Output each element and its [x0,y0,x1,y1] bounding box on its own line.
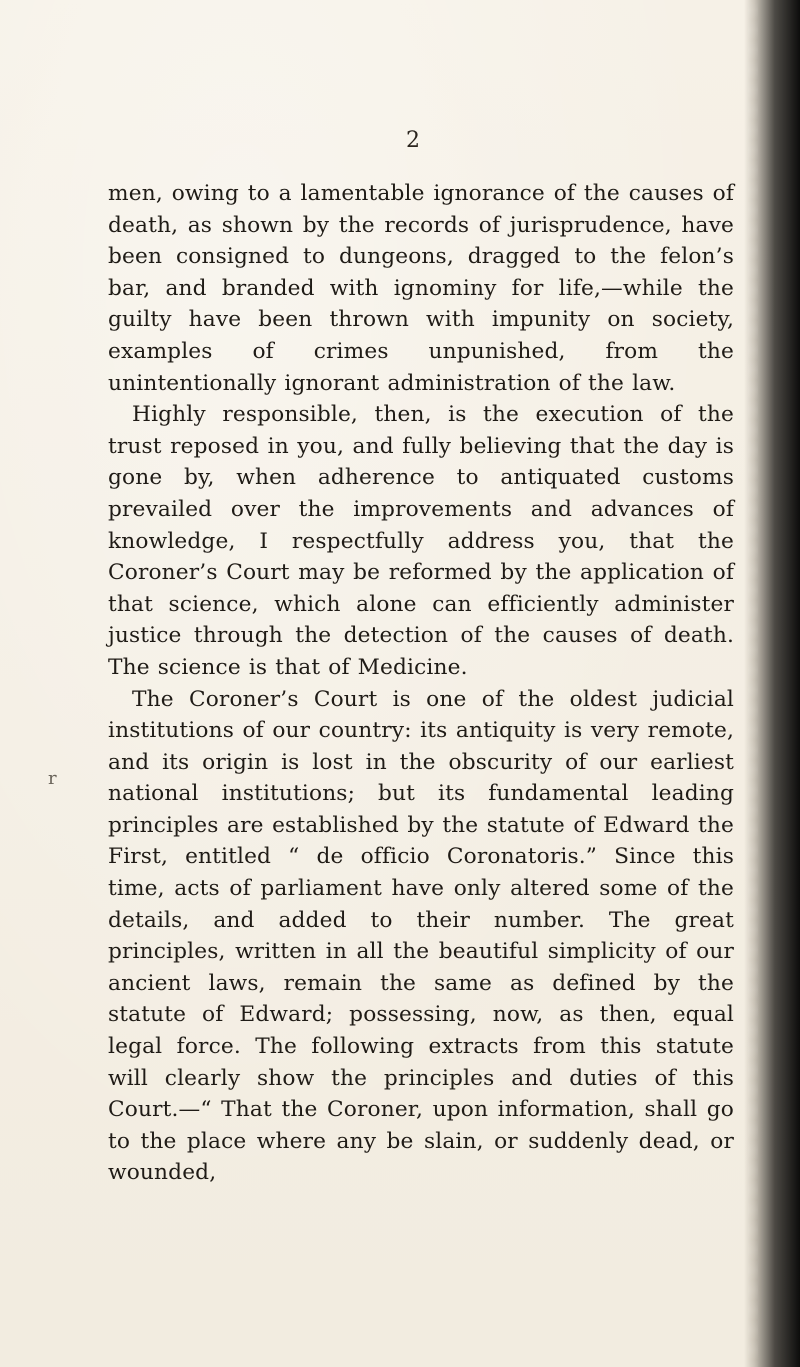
page-number: 2 [406,128,421,153]
margin-mark: r [48,768,57,789]
page-text [108,178,734,1189]
paragraph-2: Highly responsible, then, is the execution of the trust reposed in you, and fully believing that the day is gone by, when adherence to antiquated customs prevailed over the improvements and advances of knowledge, I respectfully address you, that the Coroner’s Court may be reformed by the application of that science, which alone can efficiently administer justice through the detection of the causes of death. The science is that of Medicine. [108,402,734,680]
paragraph-1: men, owing to a lamentable ignorance of the causes of death, as shown by the records of jurisprudence, have been consigned to dungeons, dragged to the felon’s bar, and branded with ignominy for life,—while the guilty have been thrown with impunity on society, examples of crimes unpunished, from the unintentionally ignorant administration of the law. [108,181,734,396]
paragraph-3: The Coroner’s Court is one of the oldest judicial institutions of our country: its antiquity is very remote, and its origin is lost in the obscurity of our earliest national institutions; but its fundamental leading principles are established by the statute of Edward the First, entitled “ de officio Coronatoris.” Since this time, acts of parliament have only altered some of the details, and added to their number. The great principles, written in all the beautiful simplicity of our ancient laws, remain the same as defined by the statute of Edward; possessing, now, as then, equal legal force. The following extracts from this statute will clearly show the principles and duties of this Court.—“ That the Coroner, upon information, shall go to the place where any be slain, or suddenly dead, or wounded, [108,686,734,1186]
book-binding-edge [744,0,800,1367]
